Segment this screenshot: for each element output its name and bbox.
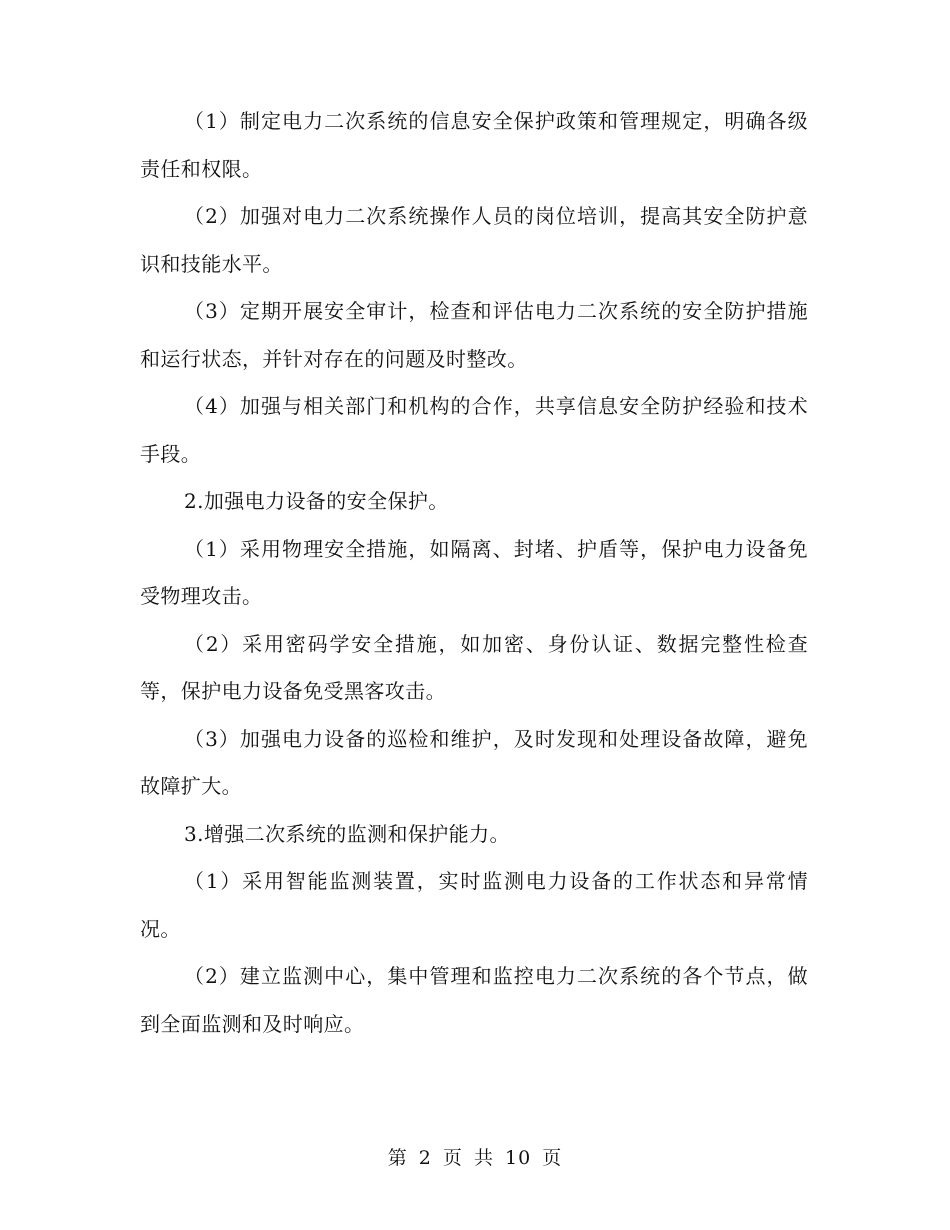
- section-heading-3: 3.增强二次系统的监测和保护能力。: [184, 821, 510, 846]
- paragraph-1-4: （4）加强与相关部门和机构的合作，共享信息安全防护经验和技术手段。: [140, 394, 808, 466]
- page-number-footer: 第 2 页 共 10 页: [387, 1147, 563, 1169]
- section-heading-2: 2.加强电力设备的安全保护。: [184, 489, 449, 513]
- paragraph-2-3: （3）加强电力设备的巡检和维护，及时发现和处理设备故障，避免故障扩大。: [140, 726, 808, 798]
- paragraph-1-2: （2）加强对电力二次系统操作人员的岗位培训，提高其安全防护意识和技能水平。: [140, 204, 808, 276]
- paragraph-3-1: （1）采用智能监测装置，实时监测电力设备的工作状态和异常情况。: [140, 869, 808, 941]
- paragraph-2-2: （2）采用密码学安全措施，如加密、身份认证、数据完整性检查等，保护电力设备免受黑客攻击。: [140, 631, 808, 703]
- paragraph-3-2: （2）建立监测中心，集中管理和监控电力二次系统的各个节点，做到全面监测和及时响应。: [140, 964, 808, 1036]
- document-body: [140, 98, 808, 1048]
- paragraph-2-1: （1）采用物理安全措施，如隔离、封堵、护盾等，保护电力设备免受物理攻击。: [140, 536, 808, 608]
- paragraph-1-1: （1）制定电力二次系统的信息安全保护政策和管理规定，明确各级责任和权限。: [140, 109, 808, 181]
- paragraph-1-3: （3）定期开展安全审计，检查和评估电力二次系统的安全防护措施和运行状态，并针对存在的问题及时整改。: [140, 299, 808, 371]
